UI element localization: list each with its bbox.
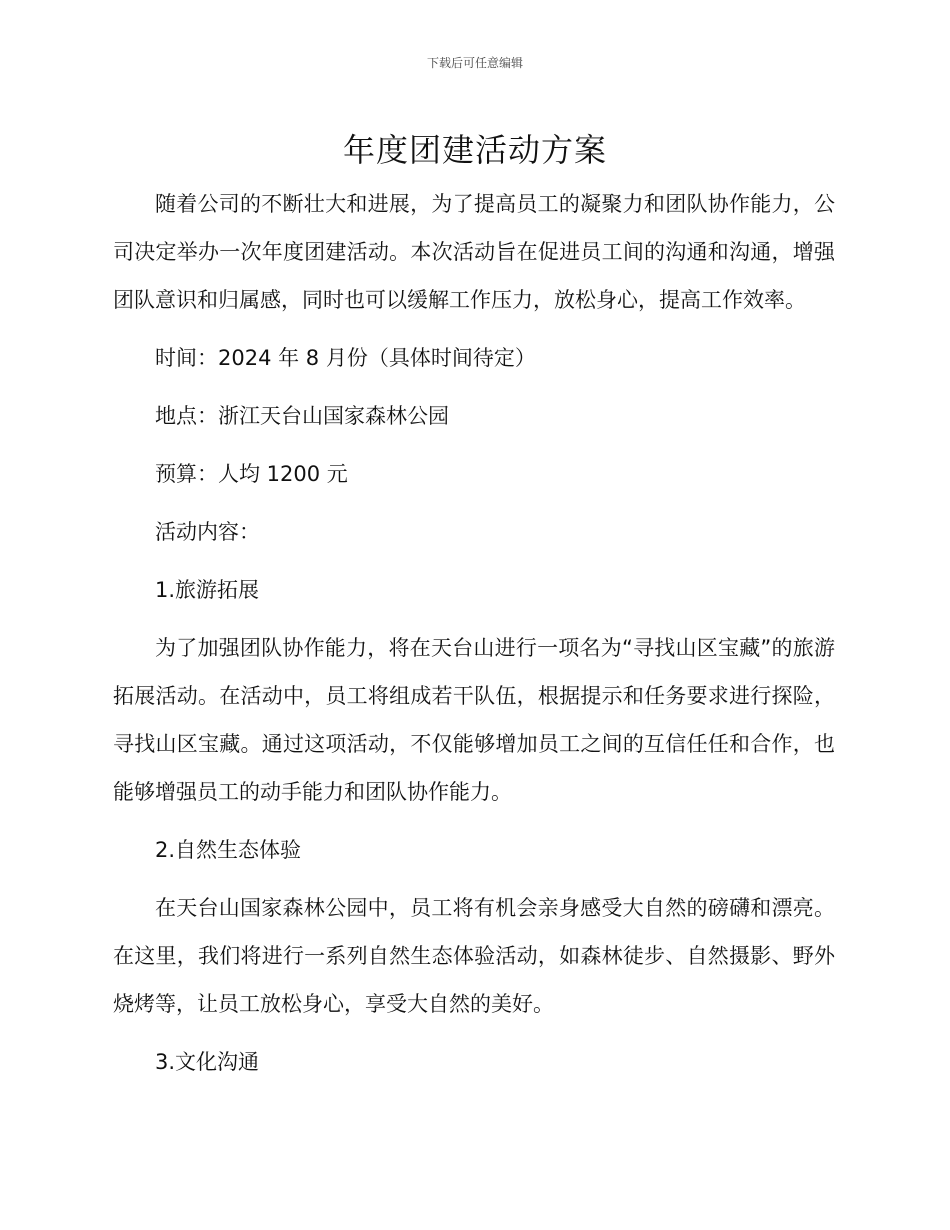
intro-paragraph: 随着公司的不断壮大和进展，为了提高员工的凝聚力和团队协作能力，公司决定举办一次年度团建活动。本次活动旨在促进员工间的沟通和沟通，增强团队意识和归属感，同时也可以缓解工作压力，放松身心，提高工作效率。 [113, 192, 835, 312]
section-heading: 1.旅游拓展 [155, 578, 260, 602]
section-paragraph: 为了加强团队协作能力，将在天台山进行一项名为“寻找山区宝藏”的旅游拓展活动。在活动中，员工将组成若干队伍，根据提示和任务要求进行探险，寻找山区宝藏。通过这项活动，不仅能够增加员工之间的互信任任和合作，也能够增强员工的动手能力和团队协作能力。 [113, 636, 835, 804]
section-heading: 3.文化沟通 [155, 1050, 260, 1074]
location-line: 地点：浙江天台山国家森林公园 [155, 404, 449, 428]
content-label: 活动内容： [155, 520, 260, 544]
document-body [113, 180, 835, 1086]
section-paragraph: 在天台山国家森林公园中，员工将有机会亲身感受大自然的磅礴和漂亮。在这里，我们将进行一系列自然生态体验活动，如森林徒步、自然摄影、野外烧烤等，让员工放松身心，享受大自然的美好。 [113, 896, 835, 1016]
header-note: 下载后可任意编辑 [426, 56, 523, 70]
budget-line: 预算：人均 1200 元 [155, 462, 348, 486]
document-title: 年度团建活动方案 [342, 131, 607, 169]
section-heading: 2.自然生态体验 [155, 838, 302, 862]
time-line: 时间：2024 年 8 月份（具体时间待定） [155, 346, 536, 370]
